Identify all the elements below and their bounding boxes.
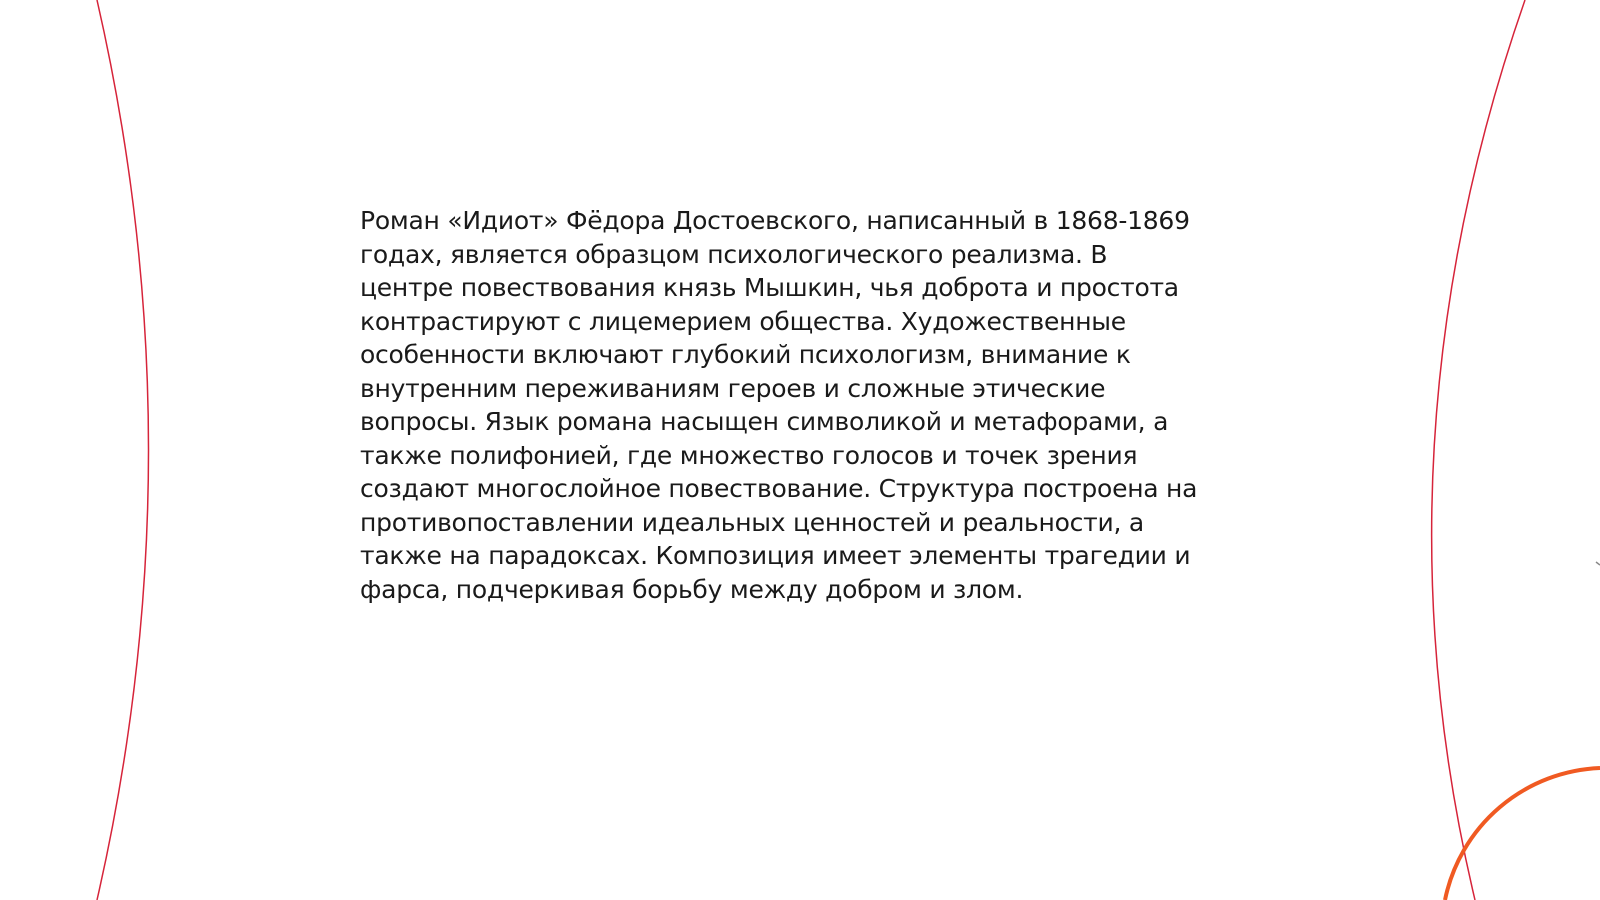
- edge-tick-mark: [1596, 562, 1600, 565]
- orange-ring-arc: [1445, 768, 1600, 900]
- right-arc-line: [1432, 0, 1525, 900]
- left-arc-line: [97, 0, 149, 900]
- slide-body-text: Роман «Идиот» Фёдора Достоевского, написанный в 1868-1869 годах, является образцом психологического реализма. В центре повествования князь Мышкин, чья доброта и простота контрастируют с лицемерием общества. Художественные особенности включают глубокий психологизм, внимание к внутренним переживаниям героев и сложные этические вопросы. Язык романа насыщен символикой и метафорами, а также полифонией, где множество голосов и точек зрения создают многослойное повествование. Структура построена на противопоставлении идеальных ценностей и реальности, а также на парадоксах. Композиция имеет элементы трагедии и фарса, подчеркивая борьбу между добром и злом.: [360, 206, 1198, 604]
